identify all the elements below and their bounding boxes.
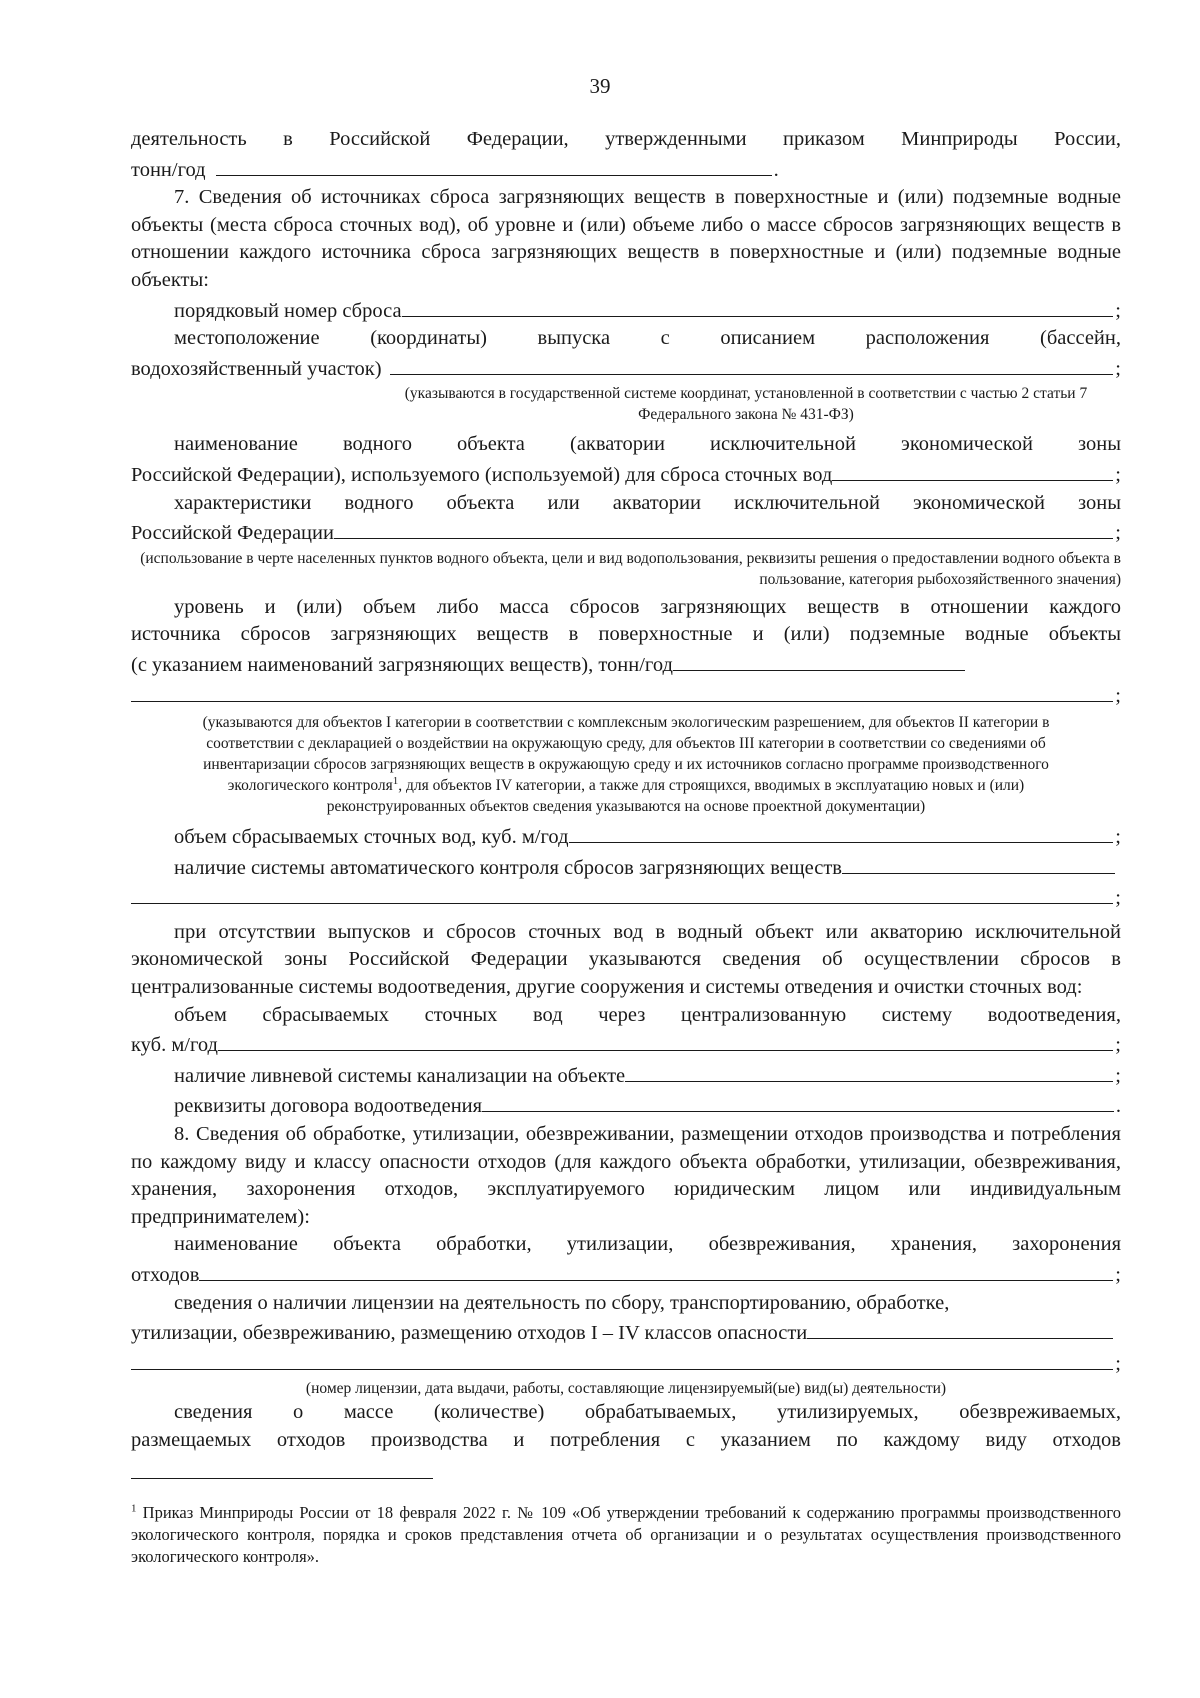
text-line: характеристики водного объекта или акватории исключительной экономической зоны	[174, 491, 1121, 514]
field-label: реквизиты договора водоотведения	[174, 1095, 483, 1118]
text-line: наименование водного объекта (акватории исключительной экономической зоны	[174, 433, 1121, 456]
field-label: наличие ливневой системы канализации на объекте	[174, 1064, 626, 1087]
text-line: источника сбросов загрязняющих веществ в поверхностные и (или) подземные водные объекты	[131, 623, 1121, 646]
blank-field[interactable]	[402, 295, 1114, 317]
punctuation: ;	[1115, 1264, 1121, 1286]
field-hint: (использование в черте населенных пунктов водного объекта, цели и вид водопользования, реквизиты решения о предоставлении водного объекта в пользование, категория рыбохозяйственного значения)	[140, 549, 1121, 588]
punctuation: ;	[1115, 463, 1121, 486]
seq-number-row	[131, 295, 1121, 326]
field-label: объем сбрасываемых сточных вод, куб. м/год	[174, 826, 569, 849]
punctuation: ;	[1115, 1034, 1121, 1057]
field-label: Российской Федерации), используемого (используемой) для сброса сточных вод	[131, 463, 833, 486]
field-label: (с указанием наименований загрязняющих веществ), тонн/год	[131, 653, 673, 676]
field-label: наличие системы автоматического контроля сбросов загрязняющих веществ	[174, 856, 842, 879]
field-hint: (указываются в государственной системе координат, установленной в соответствии с частью 2 статьи 7 Федерального закона № 431-ФЗ)	[404, 385, 1088, 424]
blank-field[interactable]	[482, 1090, 1114, 1112]
field-label: водохозяйственный участок)	[131, 357, 382, 380]
characteristics-row	[131, 517, 1121, 548]
storm-row	[131, 1060, 1121, 1091]
volume-row	[131, 821, 1121, 852]
contract-row	[131, 1090, 1121, 1121]
field-label: Российской Федерации	[131, 522, 334, 545]
section-8-paragraph: 8. Сведения об обработке, утилизации, обезвреживании, размещении отходов производства и потребления по каждому виду и классу опасности отходов (для каждого объекта обработки, утилизации, обезвреживания, хранения, захоронения отходов, эксплуатируемого юридическим лицом или индивидуальным предпринимателем):	[131, 1123, 1121, 1228]
field-hint: (указываются для объектов I категории в соответствии с комплексным экологическим разрешением, для объектов II категории в соответствии с декларацией о воздействии на окружающую среду, для объектов III категории в соответствии со сведениями об инвентаризации сбросов загрязняющих веществ в окружающую среду и их источников согласно программе производственного экологического контроля$^1$, для объектов IV категории, а также для строящихся, вводимых в эксплуатацию новых и (или) реконструированных объектов сведения указываются на основе проектной документации)	[202, 714, 1050, 816]
license-continuation-row	[131, 1348, 1121, 1379]
footnote-marker: 1	[131, 1502, 137, 1515]
absence-paragraph: при отсутствии выпусков и сбросов сточных вод в водный объект или акваторию исключительной экономической зоны Российской Федерации указываются сведения об осуществлении сбросов в централизованные системы водоотведения, другие сооружения и системы отведения и очистки сточных вод:	[131, 920, 1121, 999]
punctuation: ;	[1115, 1352, 1121, 1375]
punctuation: ;	[1115, 357, 1121, 380]
blank-field[interactable]	[334, 517, 1113, 539]
punctuation: ;	[1115, 684, 1121, 707]
blank-field[interactable]	[832, 459, 1113, 481]
text-line: размещаемых отходов производства и потребления с указанием по каждому виду отходов	[131, 1428, 1121, 1451]
blank-field[interactable]	[569, 821, 1114, 843]
text-line: сведения о массе (количестве) обрабатываемых, утилизируемых, обезвреживаемых,	[174, 1401, 1121, 1424]
text-line: деятельность в Российской Федерации, утвержденными приказом Минприроды России,	[131, 128, 1121, 150]
blank-field[interactable]	[842, 852, 1115, 874]
document-body	[131, 126, 1121, 1455]
field-label: куб. м/год	[131, 1034, 218, 1057]
tons-per-year-row	[131, 154, 1121, 185]
blank-field[interactable]	[625, 1060, 1113, 1082]
section-7-paragraph: 7. Сведения об источниках сброса загрязняющих веществ в поверхностные и (или) подземные водные объекты (места сброса сточных вод), об уровне и (или) объеме либо о массе сбросов загрязняющих веществ в отношении каждого источника сброса загрязняющих веществ в поверхностные и (или) подземные водные объекты:	[131, 186, 1121, 291]
punctuation: .	[773, 158, 779, 181]
blank-field[interactable]	[131, 1348, 1113, 1370]
punctuation: ;	[1115, 522, 1121, 545]
blank-field[interactable]	[131, 680, 1113, 702]
central-volume-row	[131, 1029, 1121, 1060]
license-row	[131, 1317, 1121, 1348]
punctuation: ;	[1115, 1064, 1121, 1087]
blank-field[interactable]	[131, 882, 1113, 904]
blank-field[interactable]	[390, 353, 1114, 375]
facility-row	[131, 1259, 1121, 1290]
field-label: утилизации, обезвреживанию, размещению отходов I – IV классов опасности	[131, 1322, 808, 1345]
blank-field[interactable]	[199, 1259, 1113, 1281]
field-label: порядковый номер сброса	[174, 299, 402, 322]
text-line: наименование объекта обработки, утилизации, обезвреживания, хранения, захоронения	[174, 1233, 1121, 1256]
text-line: сведения о наличии лицензии на деятельность по сбору, транспортированию, обработке,	[174, 1291, 950, 1314]
page-number: 39	[589, 74, 611, 98]
text-line: уровень и (или) объем либо масса сбросов загрязняющих веществ в отношении каждого	[174, 595, 1121, 618]
field-hint: (номер лицензии, дата выдачи, работы, составляющие лицензируемый(ые) вид(ы) деятельности)	[305, 1380, 947, 1398]
punctuation: .	[1115, 1095, 1121, 1118]
auto-control-continuation-row	[131, 882, 1121, 913]
blank-field[interactable]	[216, 154, 772, 176]
footnote-divider	[131, 1478, 433, 1479]
punctuation: ;	[1115, 826, 1121, 849]
punctuation: ;	[1115, 299, 1121, 322]
level-row	[131, 649, 1121, 680]
footnote-text: Приказ Минприроды России от 18 февраля 2022 г. № 109 «Об утверждении требований к содержанию программы производственного экологического контроля, порядка и сроков представления отчета об организации и о результатах осуществления производственного экологического контроля».	[131, 1503, 1121, 1566]
text-line: объем сбрасываемых сточных вод через централизованную систему водоотведения,	[174, 1003, 1121, 1026]
level-continuation-row	[131, 680, 1121, 711]
blank-field[interactable]	[218, 1029, 1113, 1051]
water-name-row	[131, 459, 1121, 490]
field-label: отходов	[131, 1264, 200, 1286]
field-label: тонн/год	[131, 158, 206, 181]
text-line: местоположение (координаты) выпуска с описанием расположения (бассейн,	[174, 327, 1121, 350]
footnote-ref: 1	[392, 774, 399, 787]
location-row	[131, 353, 1121, 384]
blank-field[interactable]	[673, 649, 965, 671]
auto-control-row	[131, 852, 1121, 883]
blank-field[interactable]	[807, 1317, 1113, 1339]
punctuation: ;	[1115, 887, 1121, 910]
footnote	[131, 1502, 1121, 1568]
